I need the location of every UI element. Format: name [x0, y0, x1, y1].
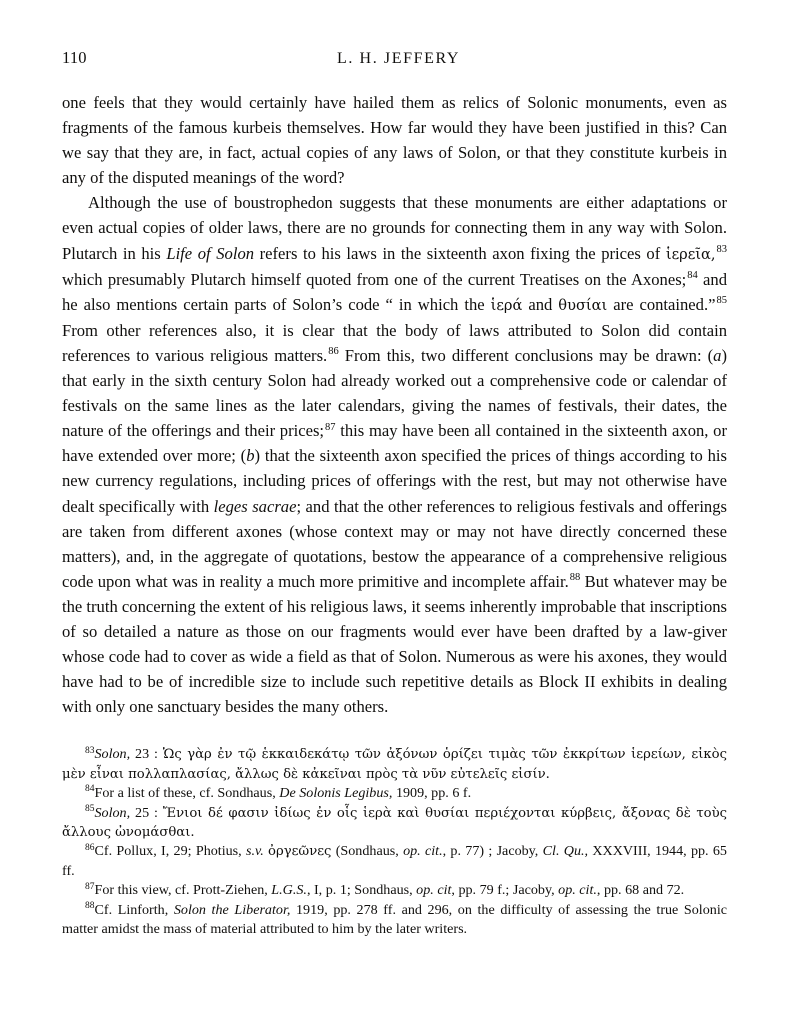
- footnote-84-seg2: 1909, pp. 6 f.: [392, 785, 472, 802]
- footnote-ref-88: 88: [569, 572, 581, 584]
- footnote-87-seg1: For this view, cf. Prott-Ziehen,: [94, 882, 272, 899]
- footnote-83-italic: Solon,: [94, 746, 131, 763]
- p2-greek-thysiai: θυσίαι: [558, 296, 608, 314]
- footnote-86-italic-sv: s.v.: [245, 843, 264, 860]
- p2-seg2: refers to his laws in the sixteenth axon fixing the prices of: [254, 243, 666, 263]
- footnote-86-seg4: , p. 77) ; Jacoby,: [442, 843, 543, 860]
- footnote-88-italic: Solon the Liberator,: [173, 901, 291, 918]
- p2-seg1: Although the use of boustrophedon suggests that these monuments are either adaptations or even actual copies of older laws, there are no grounds for connecting them in any way with Solon. Plutarch in his: [62, 193, 727, 263]
- footnote-83-seg1: 23 :: [130, 746, 163, 763]
- footnote-87-seg2: , I, p. 1; Sondhaus,: [306, 882, 417, 899]
- p2-italic-life-of-solon: Life of Solon: [166, 243, 255, 263]
- footnote-84-italic: De Solonis Legibus,: [279, 785, 393, 802]
- footnote-84-seg1: For a list of these, cf. Sondhaus,: [94, 785, 280, 802]
- p2-greek-hiera: ἱερά: [490, 296, 523, 314]
- footnote-ref-87: 87: [325, 421, 336, 433]
- footnote-88-seg2: 1919, pp. 278 ff. and 296, on the difficulty of assessing the true Solonic matter amidst the mass of material attributed to him by the later writers.: [62, 901, 727, 937]
- p2-seg3: which presumably Plutarch himself quoted from one of the current Treatises on the Axones;: [62, 269, 687, 289]
- footnote-ref-84: 84: [687, 270, 698, 282]
- footnote-86-seg1: Cf. Pollux, I, 29; Photius,: [94, 843, 246, 860]
- footnote-85-italic: Solon,: [94, 804, 131, 821]
- footnote-87-italic-lgs: L.G.S.: [271, 882, 307, 899]
- page-number: 110: [62, 48, 87, 67]
- footnote-ref-83: 83: [716, 244, 727, 256]
- footnote-85-seg1: 25 :: [130, 804, 163, 821]
- p2-seg13: But whatever may be the truth concerning the extent of his religious laws, it seems inherently improbable that inscriptions of so detailed a nature as those on our fragments would ever have been drafted by a law-giver whose code had to cover as wide a field as that of Solon. Numerous as were his axones, they would have had to be of incredible size to include such repetitive details as Block II exhibits in dealing with only one sanctuary besides the many others.: [62, 571, 727, 717]
- footnote-86: [62, 842, 727, 881]
- p2-italic-leges-sacrae: leges sacrae: [213, 496, 297, 516]
- footnote-86-seg3: (Sondhaus,: [331, 843, 404, 860]
- footnote-84: [62, 784, 727, 803]
- p2-seg9: ) that early in the sixth century Solon had already worked out a comprehensive code or calendar of festivals on the same lines as the later calendars, giving the names of festivals, their dates, the nature of the offerings and their prices;: [62, 345, 727, 441]
- footnote-87-marker: 87: [85, 881, 95, 892]
- footnote-84-marker: 84: [85, 784, 95, 795]
- p2-seg10: this may have been all contained in the sixteenth axon, or have extended over more; (: [62, 421, 727, 466]
- footnote-85-greek: Ἔνιοι δέ φασιν ἰδίως ἐν οἷς ἱερὰ καὶ θυσίαι περιέχονται κύρβεις, ἄξονας δὲ τοὺς ἄλλους ὠνομάσθαι.: [62, 805, 727, 840]
- footnote-85-marker: 85: [85, 803, 95, 814]
- footnote-ref-85: 85: [716, 295, 727, 307]
- p2-seg6: are contained.”: [607, 294, 716, 314]
- p2-seg11: ) that the sixteenth axon specified the prices of things according to his new currency regulations, including prices of offerings with the rest, but may not otherwise have dealt specifically with: [62, 446, 727, 516]
- p2-seg12: ; and that the other references to religious festivals and offerings are taken from different axones (whose context may or may not have directly concerned these matters), and, in the aggregate of quotations, bestow the appearance of a comprehensive religious code upon what was in reality a much more primitive and incomplete affair.: [62, 496, 727, 591]
- footnote-86-seg5: XXXVIII, 1944, pp. 65 ff.: [62, 843, 727, 879]
- footnote-ref-86: 86: [328, 346, 339, 358]
- paragraph-1: [62, 90, 727, 190]
- footnotes: [62, 745, 727, 939]
- footnote-86-marker: 86: [85, 842, 95, 853]
- page-header: [62, 48, 727, 74]
- footnote-88-seg1: Cf. Linforth,: [94, 901, 174, 918]
- body-text: [62, 90, 727, 719]
- footnote-87-seg3: , pp. 79 f.; Jacoby,: [451, 882, 559, 899]
- footnote-85: [62, 804, 727, 843]
- p2-italic-b: b: [246, 446, 255, 466]
- footnote-87-italic-opcit2: op. cit.: [558, 882, 597, 899]
- p2-seg4: and he also mentions certain parts of Solon’s code “ in which the: [62, 269, 727, 314]
- p2-greek-hiereia: ἱερεῖα,: [665, 245, 716, 263]
- p2-seg7: From other references also, it is clear that the body of laws attributed to Solon did contain references to various religious matters.: [62, 320, 727, 365]
- footnote-87-italic-opcit: op. cit: [416, 882, 452, 899]
- footnote-83: [62, 745, 727, 784]
- footnote-87: [62, 881, 727, 900]
- p2-seg5: and: [522, 294, 559, 314]
- paragraph-1-text: one feels that they would certainly have hailed them as relics of Solonic monuments, even as fragments of the famous kurbeis themselves. How far would they have been justified in this? Can we say that they are, in fact, actual copies of any laws of Solon, or that they constitute kurbeis in any of the disputed meanings of the word?: [62, 93, 727, 188]
- p2-italic-a: a: [713, 345, 722, 365]
- footnote-88: [62, 901, 727, 940]
- footnote-86-italic-opcit: op. cit.: [403, 843, 443, 860]
- p2-seg8: From this, two different conclusions may be drawn: (: [338, 345, 714, 365]
- footnote-86-italic-clqu: Cl. Qu.,: [542, 843, 589, 860]
- footnote-86-greek: ὀργεῶνες: [268, 844, 332, 860]
- footnote-87-seg4: , pp. 68 and 72.: [596, 882, 685, 899]
- footnote-83-greek: Ὡς γὰρ ἐν τῷ ἑκκαιδεκάτῳ τῶν ἀξόνων ὁρίζει τιμὰς τῶν ἐκκρίτων ἱερείων, εἰκὸς μὲν εἶναι πολλαπλασίας, ἄλλως δὲ κἀκεῖναι πρὸς τὰ νῦν εὐτελεῖς εἰσίν.: [62, 747, 727, 782]
- footnote-88-marker: 88: [85, 900, 95, 911]
- footnote-83-marker: 83: [85, 745, 95, 756]
- running-title: L. H. JEFFERY: [336, 50, 461, 67]
- paragraph-2: [62, 190, 727, 719]
